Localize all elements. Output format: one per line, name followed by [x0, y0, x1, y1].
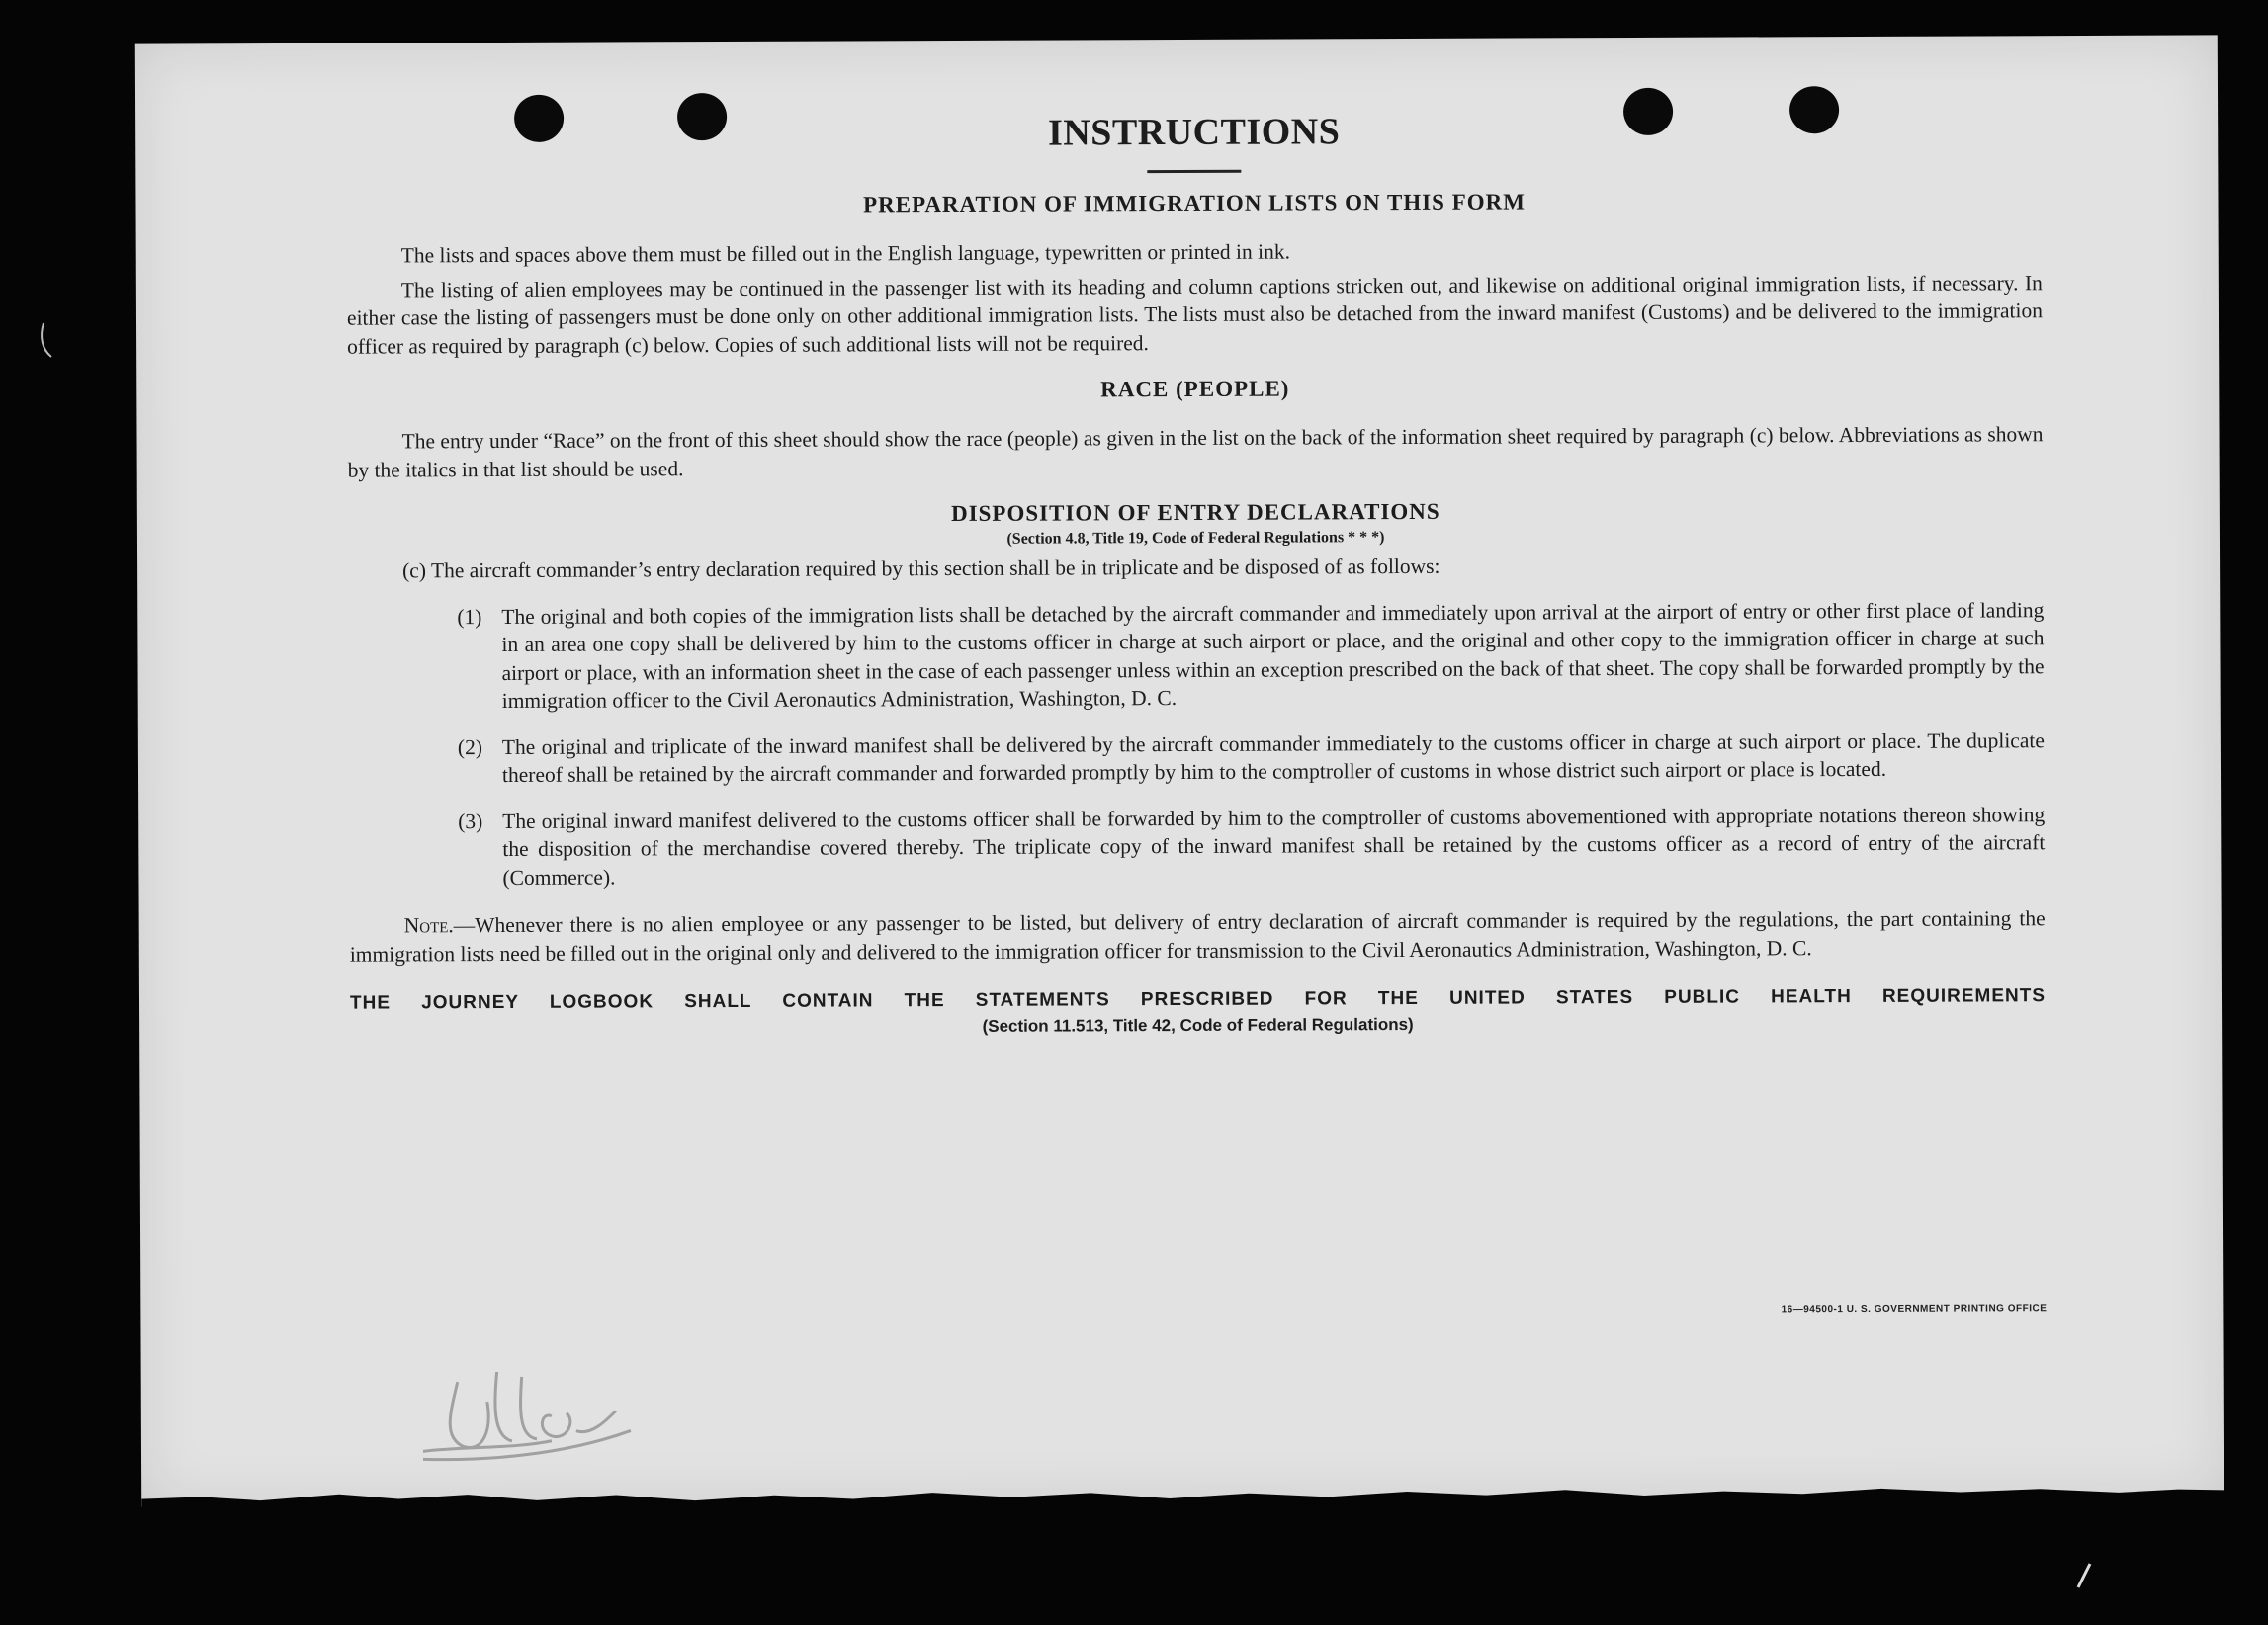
item-number: (3)	[458, 809, 483, 833]
item-text: The original inward manifest delivered to the customs officer shall be forwarded by him to the comptroller of customs abovementioned with appropriate notations thereon showing the disposition of the merchandise covered thereby. The triplicate copy of the inward manifest shall be retained by the customs officer as a record of entry of the aircraft (Commerce).	[502, 802, 2046, 890]
film-scratch-mark	[38, 321, 57, 361]
disposition-item	[349, 801, 2045, 893]
health-requirements-statement: THE JOURNEY LOGBOOK SHALL CONTAIN THE STATEMENTS PRESCRIBED FOR THE UNITED STATES PUBLIC HEALTH REQUIREMENTS	[349, 985, 2047, 1014]
disposition-item	[349, 727, 2045, 790]
race-heading: RACE (PEOPLE)	[1100, 376, 1290, 402]
signature-bleed-through	[403, 1341, 661, 1471]
note-text: —Whenever there is no alien employee or any passenger to be listed, but delivery of entry declaration of aircraft commander is required by the regulations, the part containing the immigration lists need be filled out in the original only and delivered to the immigration officer for transmission to the Civil Aeronautics Administration, Washington, D. C.	[349, 906, 2046, 967]
item-text: The original and both copies of the immigration lists shall be detached by the aircraft commander and immediately upon arrival at the airport of entry or other first place of landing in an area one copy shall be delivered by him to the customs officer in charge at such airport or place, and the original and other copy to the immigration officer in charge at such airport or place, with an information sheet in the case of each passenger unless within an exception prescribed on the back of that sheet. The copy shall be forwarded promptly by the immigration officer to the Civil Aeronautics Administration, Washington, D. C.	[501, 597, 2045, 713]
disposition-intro: (c) The aircraft commander’s entry declaration required by this section shall be in triplicate and be disposed of as follows:	[402, 554, 1440, 583]
note-paragraph	[350, 904, 2046, 968]
disposition-item	[348, 596, 2044, 716]
title-underline	[1147, 170, 1241, 173]
document-sheet	[135, 35, 2224, 1506]
printing-office-code: 16—94500-1 U. S. GOVERNMENT PRINTING OFFICE	[1781, 1303, 2048, 1316]
race-paragraph: The entry under “Race” on the front of this sheet should show the race (people) as given in the list on the back of the information sheet required by paragraph (c) below. Abbreviations as shown by the italics in that list should be used.	[347, 422, 2044, 482]
item-number: (1)	[457, 604, 482, 629]
note-label: Note.	[403, 913, 454, 938]
disposition-heading: DISPOSITION OF ENTRY DECLARATIONS	[950, 498, 1440, 527]
disposition-citation: (Section 4.8, Title 19, Code of Federal Regulations * * *)	[1006, 529, 1385, 548]
torn-paper-edge	[141, 1460, 2224, 1508]
health-requirements-citation: (Section 11.513, Title 42, Code of Federal Regulations)	[982, 1014, 1414, 1036]
item-text: The original and triplicate of the inward manifest shall be delivered by the aircraft commander immediately to the customs officer in charge at such airport or place. The duplicate thereof shall be retained by the aircraft commander and forwarded promptly by him to the comptroller of customs in whose district such airport or place is located.	[501, 727, 2045, 787]
film-scratch-mark	[2074, 1562, 2094, 1591]
preparation-paragraph-1: The lists and spaces above them must be filled out in the English language, typewritten or printed in ink.	[400, 239, 1290, 268]
item-number: (2)	[457, 734, 483, 759]
preparation-paragraph-2: The listing of alien employees may be continued in the passenger list with its heading and column captions stricken out, and likewise on additional original immigration lists, if necessary. In either case the listing of passengers must be done only on other additional immigration lists. The lists must also be detached from the inward manifest (Customs) and be delivered to the immigration officer as required by paragraph (c) below. Copies of such additional lists will not be required.	[346, 270, 2044, 359]
instructions-body	[346, 107, 2048, 1316]
preparation-heading: PREPARATION OF IMMIGRATION LISTS ON THIS FORM	[862, 189, 1526, 217]
page-title: INSTRUCTIONS	[1047, 111, 1341, 154]
